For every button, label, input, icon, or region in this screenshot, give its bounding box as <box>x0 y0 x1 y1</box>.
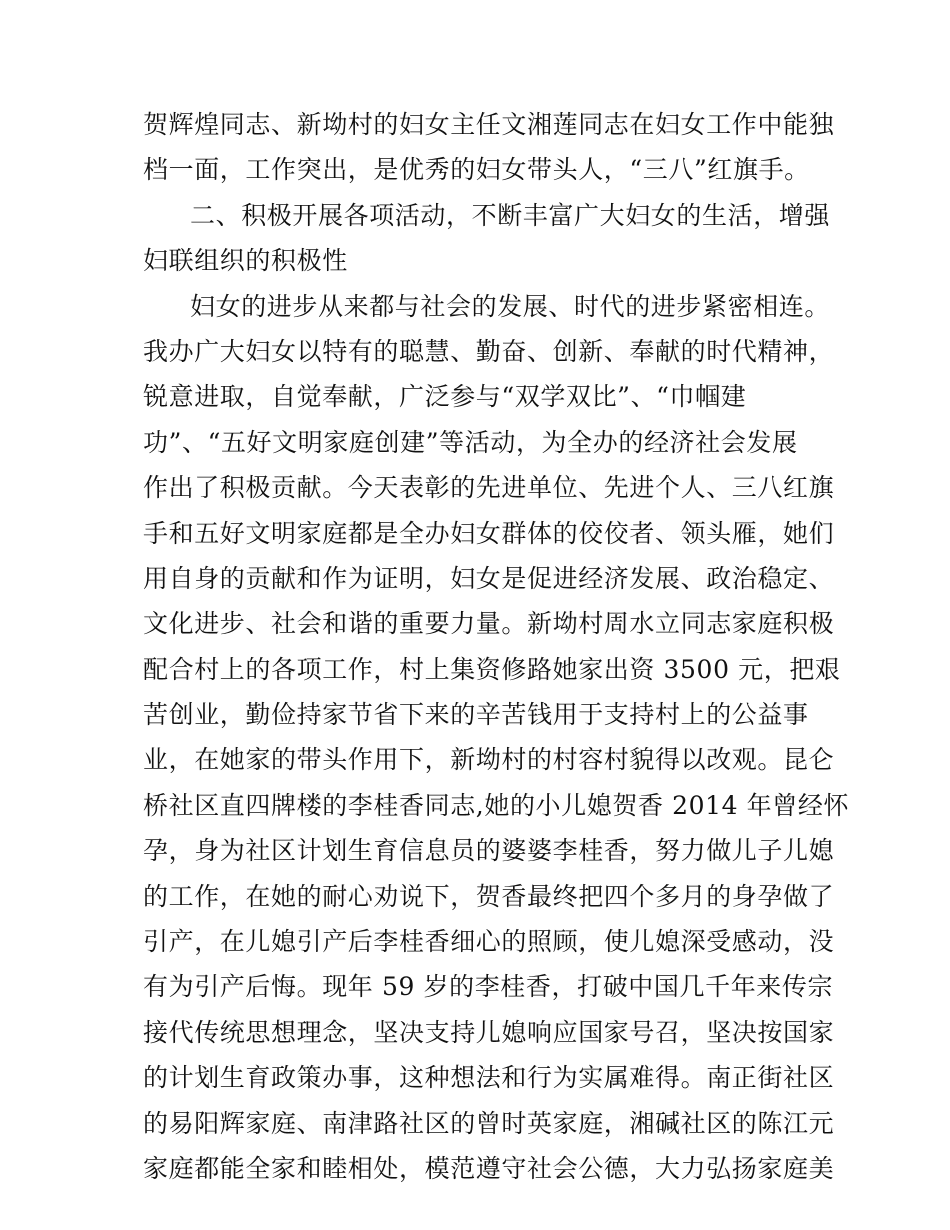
text-line: 用自身的贡献和作为证明，妇女是促进经济发展、政治稳定、 <box>143 563 835 593</box>
text-line: 引产，在儿媳引产后李桂香细心的照顾，使儿媳深受感动，没 <box>143 927 835 957</box>
section-heading-line: 妇联组织的积极性 <box>143 246 348 276</box>
text-line: 有为引产后悔。现年 59 岁的李桂香，打破中国几千年来传宗 <box>143 972 834 1002</box>
text-line: 苦创业，勤俭持家节省下来的辛苦钱用于支持村上的公益事 <box>143 700 809 730</box>
text-line: 锐意进取，自觉奉献，广泛参与“双学双比”、“巾帼建 <box>143 382 747 412</box>
text-line: 文化进步、社会和谐的重要力量。新坳村周水立同志家庭积极 <box>143 609 835 639</box>
text-line: 手和五好文明家庭都是全办妇女群体的佼佼者、领头雁，她们 <box>143 518 835 548</box>
text-line: 的易阳辉家庭、南津路社区的曾时英家庭，湘碱社区的陈江元 <box>143 1108 835 1138</box>
text-line: 家庭都能全家和睦相处，模范遵守社会公德，大力弘扬家庭美 <box>143 1153 835 1183</box>
text-line: 的计划生育政策办事，这种想法和行为实属难得。南正街社区 <box>143 1063 835 1093</box>
text-line: 档一面，工作突出，是优秀的妇女带头人，“三八”红旗手。 <box>143 155 810 185</box>
text-line: 功”、“五好文明家庭创建”等活动，为全办的经济社会发展 <box>143 427 798 457</box>
text-line: 孕，身为社区计划生育信息员的婆婆李桂香，努力做儿子儿媳 <box>143 836 835 866</box>
text-line: 我办广大妇女以特有的聪慧、勤奋、创新、奉献的时代精神， <box>143 336 835 366</box>
text-line: 桥社区直四牌楼的李桂香同志,她的小儿媳贺香 2014 年曾经怀 <box>143 790 850 820</box>
text-line: 作出了积极贡献。今天表彰的先进单位、先进个人、三八红旗 <box>143 473 835 503</box>
text-line: 业，在她家的带头作用下，新坳村的村容村貌得以改观。昆仑 <box>143 745 835 775</box>
text-line: 的工作，在她的耐心劝说下，贺香最终把四个多月的身孕做了 <box>143 881 835 911</box>
text-line: 贺辉煌同志、新坳村的妇女主任文湘莲同志在妇女工作中能独 <box>143 110 835 139</box>
body-text <box>143 102 850 1191</box>
paragraph-first-line: 妇女的进步从来都与社会的发展、时代的进步紧密相连。 <box>190 291 831 321</box>
section-heading-line: 二、积极开展各项活动，不断丰富广大妇女的生活，增强 <box>190 200 831 230</box>
text-line: 接代传统思想理念，坚决支持儿媳响应国家号召，坚决按国家 <box>143 1017 835 1047</box>
text-line: 配合村上的各项工作，村上集资修路她家出资 3500 元，把艰 <box>143 654 841 684</box>
